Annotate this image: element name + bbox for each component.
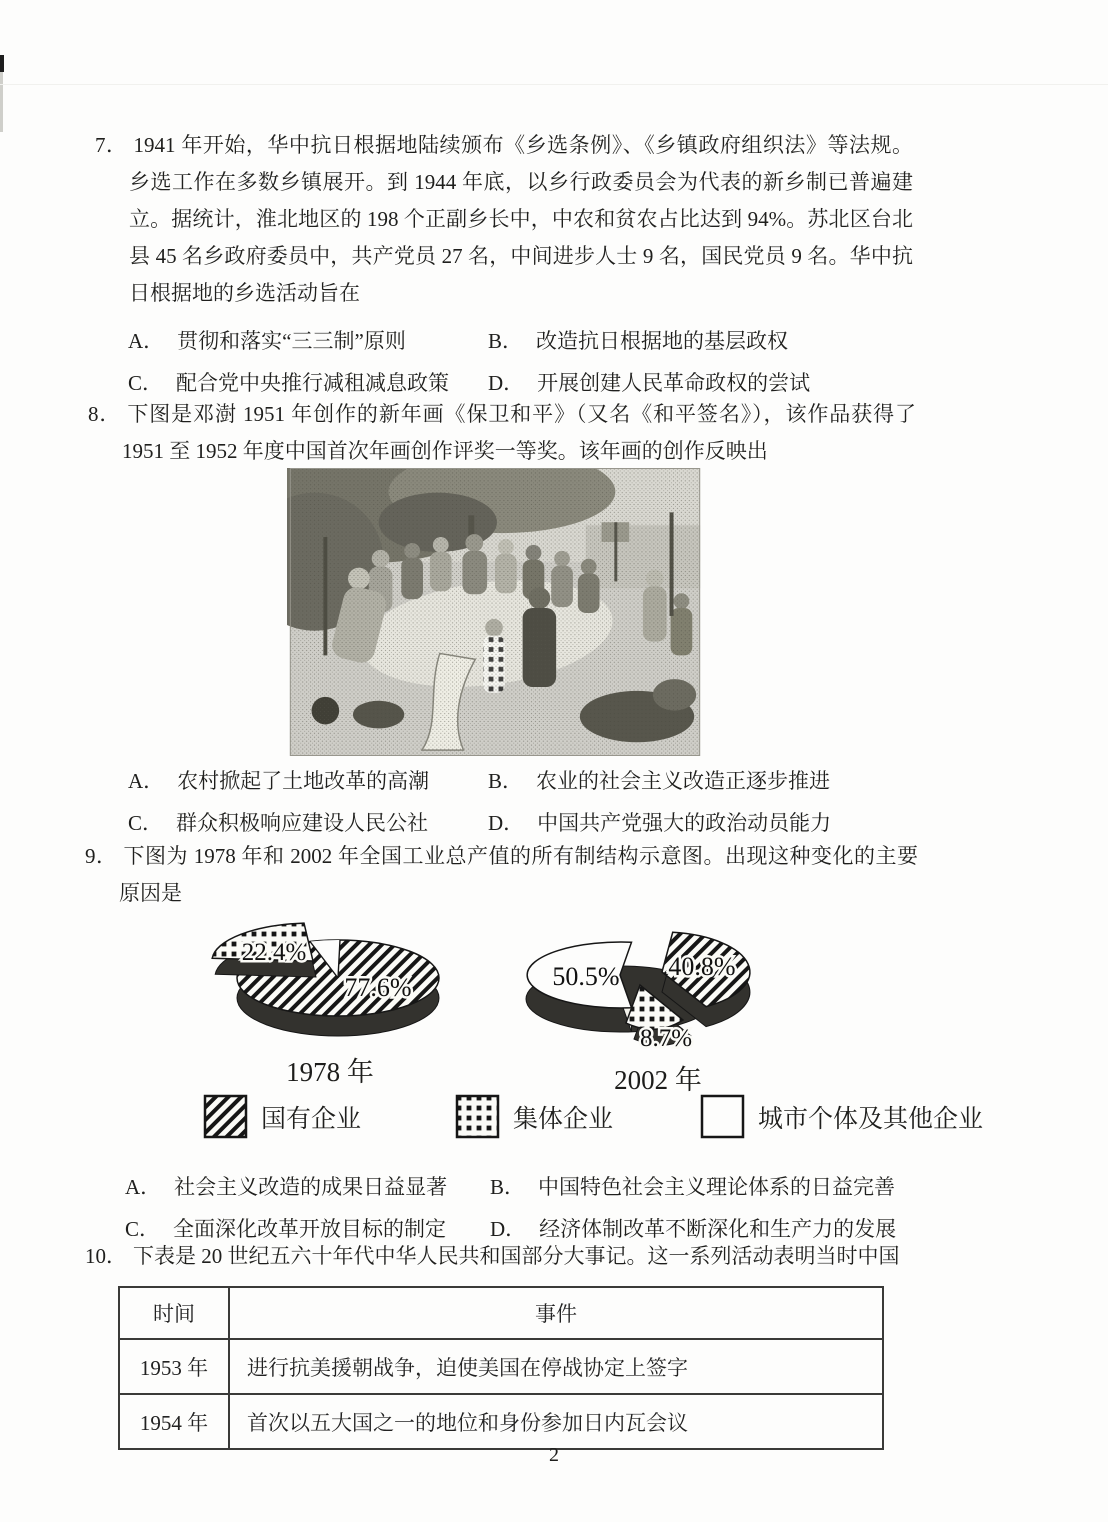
option-b (488, 762, 918, 800)
event-year: 1953 年 (119, 1339, 229, 1394)
question-number: 8． (88, 402, 122, 426)
option-label: D． (488, 371, 525, 395)
event-year: 1954 年 (119, 1394, 229, 1449)
option-label: C． (128, 811, 164, 835)
table-header-event: 事件 (229, 1287, 883, 1339)
option-text: 贯彻和落实“三三制”原则 (177, 329, 406, 353)
option-text: 中国共产党强大的政治动员能力 (537, 811, 832, 835)
new-year-painting-image (287, 468, 703, 756)
table-header-time: 时间 (119, 1287, 229, 1339)
option-label: C． (125, 1217, 161, 1241)
option-text: 改造抗日根据地的基层政权 (536, 329, 789, 353)
slice-value-label: 8.7% (639, 1025, 693, 1052)
table-row (119, 1339, 883, 1394)
scan-artifact-line (0, 84, 1108, 85)
option-label: D． (488, 811, 525, 835)
option-label: D． (490, 1217, 527, 1241)
chart-year-label-1978: 1978 年 (286, 1057, 374, 1087)
option-text: 农业的社会主义改造正逐步推进 (536, 769, 831, 793)
question-stem: 下表是 20 世纪五六十年代中华人民共和国部分大事记。这一系列活动表明当时中国 (133, 1244, 900, 1268)
legend-label: 国有企业 (261, 1105, 362, 1133)
event-text: 进行抗美援朝战争，迫使美国在停战协定上签字 (229, 1339, 883, 1394)
option-text: 全面深化改革开放目标的制定 (173, 1217, 447, 1241)
question-10 (85, 1238, 918, 1275)
option-text: 社会主义改造的成果日益显著 (174, 1175, 448, 1199)
pie-chart-2002 (518, 915, 768, 1060)
legend-item-soe (203, 1094, 361, 1139)
question-stem: 下图是邓澍 1951 年创作的新年画《保卫和平》（又名《和平签名》），该作品获得了 1951 至 1952 年度中国首次年画创作评奖一等奖。该年画的创作反映出 (122, 402, 917, 463)
legend-label: 集体企业 (513, 1105, 614, 1133)
question-8-options (128, 762, 918, 842)
pie-chart-1978 (200, 920, 450, 1048)
question-number: 7． (95, 133, 128, 157)
events-table (118, 1286, 884, 1450)
option-label: A． (128, 769, 165, 793)
option-a (128, 762, 488, 800)
option-text: 开展创建人民革命政权的尝试 (537, 371, 811, 395)
event-text: 首次以五大国之一的地位和身份参加日内瓦会议 (229, 1394, 883, 1449)
option-label: A． (125, 1175, 162, 1199)
page-number: 2 (549, 1444, 559, 1466)
question-stem: 下图为 1978 年和 2002 年全国工业总产值的所有制结构示意图。出现这种变化的主要原因是 (119, 844, 918, 905)
question-7 (95, 127, 913, 312)
table-row (119, 1394, 883, 1449)
option-label: B． (490, 1175, 526, 1199)
legend-item-urban-other (700, 1094, 983, 1139)
scan-edge-smudge (0, 72, 3, 132)
legend-item-collective (455, 1094, 613, 1139)
option-label: B． (488, 329, 524, 353)
option-text: 农村掀起了土地改革的高潮 (177, 769, 430, 793)
question-7-options (128, 322, 918, 402)
question-9-options (125, 1168, 925, 1248)
option-b (490, 1168, 925, 1206)
option-text: 中国特色社会主义理论体系的日益完善 (538, 1175, 896, 1199)
legend-label: 城市个体及其他企业 (758, 1105, 984, 1133)
option-c (128, 804, 488, 842)
legend-swatch-plain (700, 1094, 745, 1139)
question-9 (85, 838, 918, 912)
slice-value-label: 22.4% (241, 939, 307, 966)
question-number: 10． (85, 1244, 127, 1268)
slice-value-label: 40.8% (668, 952, 736, 981)
chart-year-label-2002: 2002 年 (614, 1065, 702, 1095)
scan-edge-mark (0, 55, 4, 72)
table-header-row (119, 1287, 883, 1339)
slice-value-label: 77.6% (344, 973, 412, 1002)
painting-graphic (287, 468, 703, 756)
option-text: 经济体制改革不断深化和生产力的发展 (539, 1217, 897, 1241)
option-a (125, 1168, 490, 1206)
option-label: B． (488, 769, 524, 793)
question-stem: 1941 年开始，华中抗日根据地陆续颁布《乡选条例》、《乡镇政府组织法》等法规。乡选工作在多数乡镇展开。到 1944 年底，以乡行政委员会为代表的新乡制已普遍建立。据统计，淮北地区的 198 个正副乡长中，中农和贫农占比达到 94%。苏北区台北县 45 名乡政府委员中，共产党员 27 名，中间进步人士 9 名，国民党员 9 名。华中抗日根据地的乡选活动旨在 (129, 133, 914, 305)
option-d (488, 804, 918, 842)
option-a (128, 322, 488, 360)
slice-value-label: 50.5% (552, 962, 620, 991)
option-label: A． (128, 329, 165, 353)
legend-swatch-dots (455, 1094, 500, 1139)
chart-legend (203, 1094, 983, 1139)
option-label: C． (128, 371, 164, 395)
question-8 (88, 396, 916, 470)
option-text: 配合党中央推行减租减息政策 (176, 371, 450, 395)
legend-swatch-hatch (203, 1094, 248, 1139)
question-number: 9． (85, 844, 118, 868)
option-b (488, 322, 918, 360)
option-text: 群众积极响应建设人民公社 (176, 811, 429, 835)
